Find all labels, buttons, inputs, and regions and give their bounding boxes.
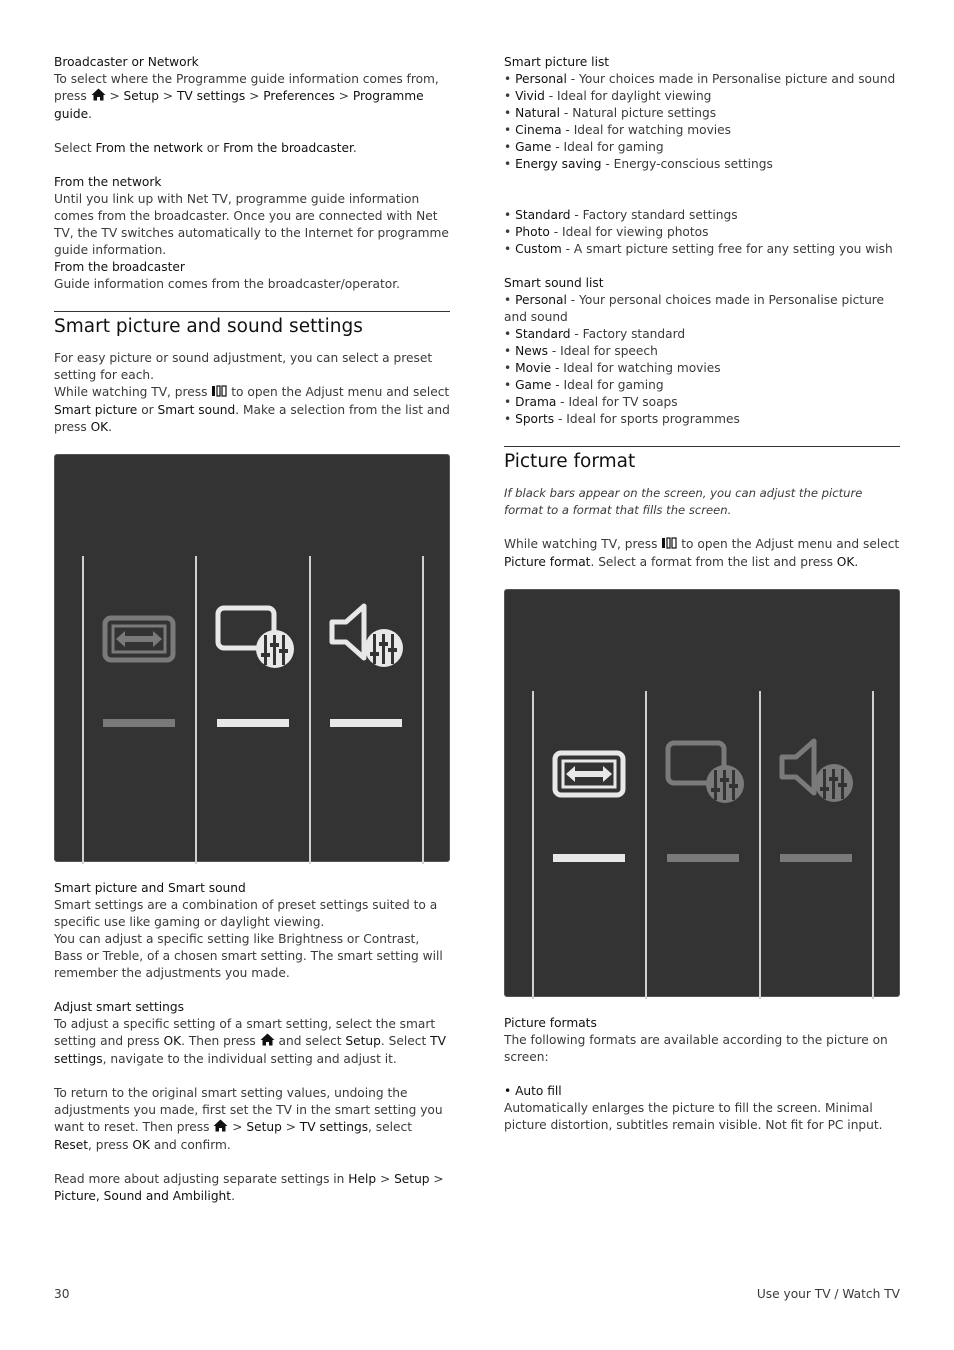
picture-format-icon[interactable] [102, 615, 176, 668]
auto-fill-text: Automatically enlarges the picture to fill the screen. Minimal picture distortion, subtitles remain visible. Not fit for PC input. [504, 1101, 883, 1132]
list-item: • Game - Ideal for gaming [504, 140, 664, 154]
home-icon [213, 1119, 228, 1137]
smart-sound-list-heading: Smart sound list [504, 276, 604, 290]
list-item: • Energy saving - Energy-conscious settings [504, 157, 773, 171]
setup-link: Setup [123, 89, 160, 103]
home-icon [260, 1033, 275, 1051]
smart-sound-indicator [330, 719, 402, 727]
from-network-heading: From the network [54, 175, 162, 189]
menu-divider [195, 556, 197, 864]
menu-divider [645, 691, 647, 999]
smart-instructions: While watching TV, press to open the Adjust menu and select Smart picture or Smart sound. Make a selection from the list and press OK. [54, 385, 450, 434]
help-link[interactable]: Help [348, 1172, 377, 1186]
smart-picture-icon[interactable] [215, 605, 299, 676]
list-item: • Sports - Ideal for sports programmes [504, 412, 740, 426]
auto-fill-heading: • Auto fill [504, 1084, 562, 1098]
list-item: • Standard - Factory standard settings [504, 208, 738, 222]
list-item: • Photo - Ideal for viewing photos [504, 225, 709, 239]
smart-sound-icon[interactable] [328, 602, 412, 675]
smart-picture-list-heading: Smart picture list [504, 55, 610, 69]
list-item: • Vivid - Ideal for daylight viewing [504, 89, 712, 103]
menu-divider [759, 691, 761, 999]
list-item: • Game - Ideal for gaming [504, 378, 664, 392]
adjust-icon [661, 537, 677, 554]
list-item: • Custom - A smart picture setting free for any setting you wish [504, 242, 893, 256]
menu-divider [532, 691, 534, 999]
smart-picture-indicator [667, 854, 739, 862]
list-item: • Movie - Ideal for watching movies [504, 361, 721, 375]
section-divider [54, 311, 450, 312]
list-item: • Cinema - Ideal for watching movies [504, 123, 732, 137]
home-icon [91, 88, 106, 106]
adjust-menu-screenshot-format [504, 589, 900, 997]
smart-sound-icon[interactable] [778, 737, 862, 810]
page-number: 30 [54, 1287, 70, 1301]
read-more-text: Read more about adjusting separate settings in Help > Setup > Picture, Sound and Ambilight. [54, 1172, 444, 1203]
list-item: • Standard - Factory standard [504, 327, 686, 341]
menu-divider [309, 556, 311, 864]
picture-sound-ambilight-link[interactable]: Picture, Sound and Ambilight [54, 1189, 232, 1203]
adjust-text: To adjust a specific setting of a smart setting, select the smart setting and press OK. Then press and select Setup. Select TV settings, navigate to the individual setting and adjust it. [54, 1017, 446, 1066]
adjust-menu-screenshot-smart [54, 454, 450, 862]
picture-formats-text: The following formats are available according to the picture on screen: [504, 1033, 888, 1064]
preferences-link: Preferences [263, 89, 335, 103]
smart-desc-text1: Smart settings are a combination of preset settings suited to a specific use like gaming or daylight viewing. [54, 898, 438, 929]
right-column [504, 54, 900, 1134]
section-divider [504, 446, 900, 447]
smart-sound-indicator [780, 854, 852, 862]
smart-picture-list [504, 71, 900, 173]
picture-format-icon[interactable] [552, 750, 626, 803]
list-item: • News - Ideal for speech [504, 344, 658, 358]
smart-desc-text2: You can adjust a specific setting like Brightness or Contrast, Bass or Treble, of a chosen smart setting. The smart setting will remember the adjustments you made. [54, 932, 443, 980]
footer-section: Use your TV / Watch TV [756, 1287, 900, 1301]
select-source-text: Select From the network or From the broadcaster. [54, 141, 357, 155]
list-item: • Drama - Ideal for TV soaps [504, 395, 678, 409]
menu-divider [872, 691, 874, 999]
from-broadcaster-heading: From the broadcaster [54, 260, 185, 274]
adjust-heading: Adjust smart settings [54, 1000, 184, 1014]
broadcaster-text: To select where the Programme guide information comes from, press > Setup > TV settings > Preferences > Programme guide. [54, 72, 439, 121]
smart-intro: For easy picture or sound adjustment, you can select a preset setting for each. [54, 351, 433, 382]
smart-picture-list-extra [504, 207, 900, 258]
menu-divider [422, 556, 424, 864]
tv-settings-link: TV settings [176, 89, 246, 103]
list-item: • Personal - Your choices made in Personalise picture and sound [504, 72, 896, 86]
programme-guide-link: Programme guide [54, 89, 424, 121]
list-item: • Natural - Natural picture settings [504, 106, 717, 120]
picture-format-indicator [103, 719, 175, 727]
broadcaster-heading: Broadcaster or Network [54, 55, 199, 69]
picture-format-instructions: While watching TV, press to open the Adjust menu and select Picture format. Select a format from the list and press OK. [504, 537, 900, 569]
smart-desc-heading: Smart picture and Smart sound [54, 881, 246, 895]
list-item: • Personal - Your personal choices made in Personalise picture and sound [504, 293, 885, 324]
smart-picture-icon[interactable] [665, 740, 749, 811]
left-column [54, 54, 450, 1205]
picture-format-indicator [553, 854, 625, 862]
smart-section-title: Smart picture and sound settings [54, 316, 363, 337]
from-network-text: Until you link up with Net TV, programme guide information comes from the broadcaster. Once you are connected with Net TV, the TV switches automatically to the Internet for programme guide information. [54, 192, 449, 257]
picture-formats-heading: Picture formats [504, 1016, 597, 1030]
smart-sound-list [504, 292, 900, 428]
reset-text: To return to the original smart setting values, undoing the adjustments you made, first set the TV in the smart setting you want to reset. Then press > Setup > TV settings, select Reset, press OK and confirm. [54, 1086, 443, 1152]
menu-divider [82, 556, 84, 864]
smart-picture-indicator [217, 719, 289, 727]
adjust-icon [211, 385, 227, 402]
picture-format-title: Picture format [504, 451, 636, 472]
from-broadcaster-text: Guide information comes from the broadcaster/operator. [54, 277, 400, 291]
setup-link[interactable]: Setup [394, 1172, 430, 1186]
picture-format-intro: If black bars appear on the screen, you can adjust the picture format to a format that fills the screen. [504, 486, 863, 517]
